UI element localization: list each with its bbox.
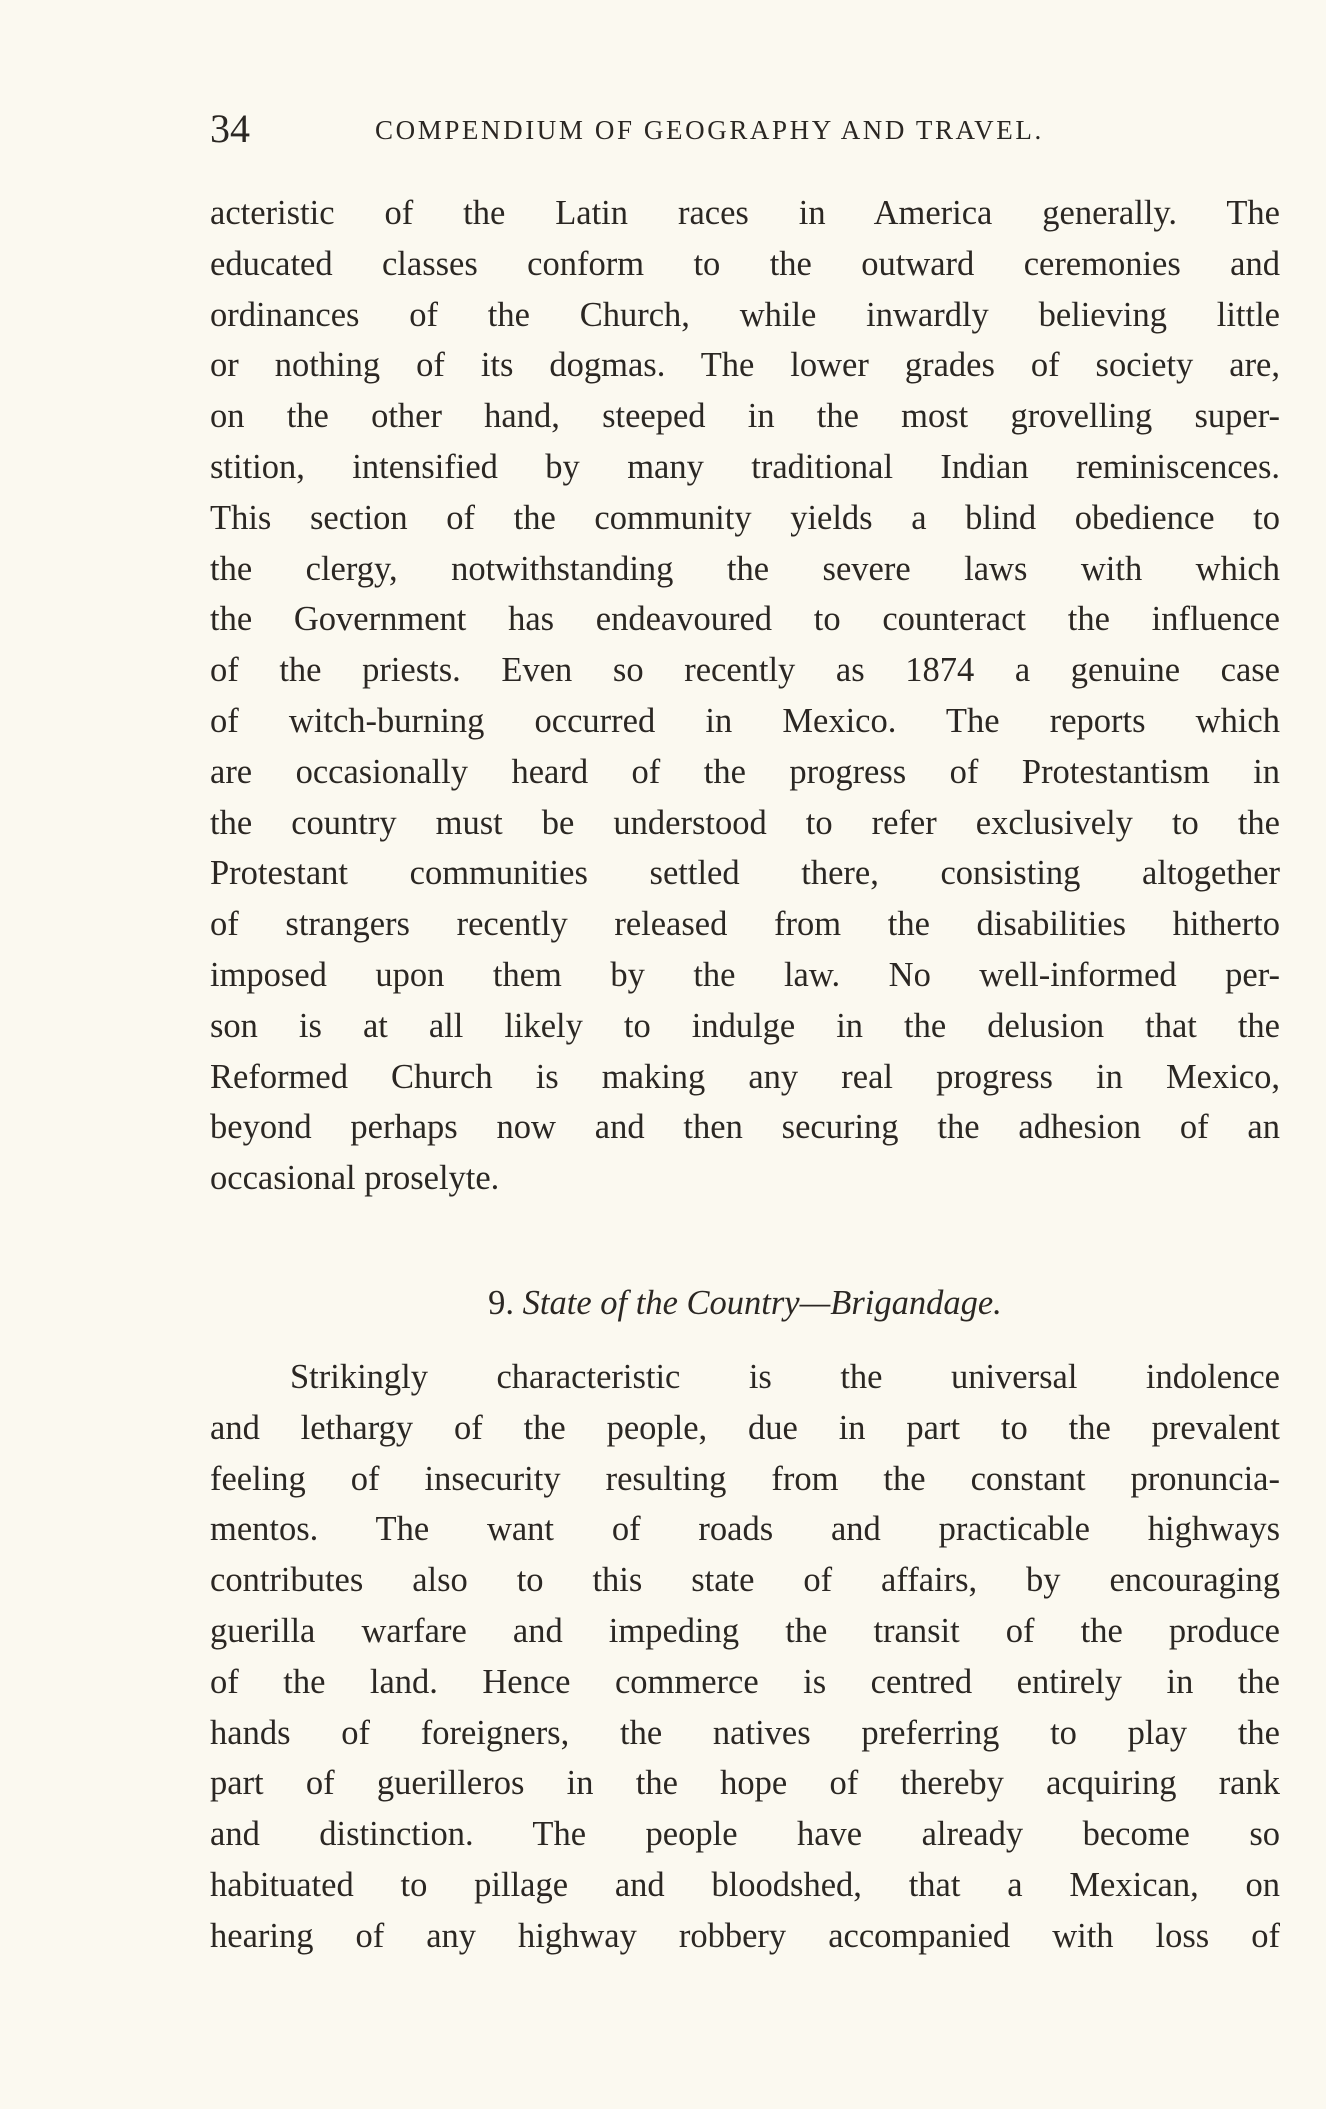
running-title: COMPENDIUM OF GEOGRAPHY AND TRAVEL. (375, 115, 1044, 145)
paragraph-1 (210, 188, 1280, 1204)
text-line: the Government has endeavoured to counteract the influence (210, 600, 1280, 639)
text-line: of the land. Hence commerce is centred entirely in the (210, 1662, 1280, 1701)
section-title: State of the Country—Brigandage. (522, 1284, 1002, 1322)
section-number: 9. (488, 1284, 515, 1322)
text-line: contributes also to this state of affairs, by encouraging (210, 1561, 1280, 1600)
text-line: or nothing of its dogmas. The lower grades of society are, (210, 346, 1280, 385)
text-line: habituated to pillage and bloodshed, that a Mexican, on (210, 1865, 1280, 1904)
text-line: and distinction. The people have already become so (210, 1815, 1280, 1854)
text-line: Reformed Church is making any real progress in Mexico, (210, 1057, 1280, 1096)
text-line: hands of foreigners, the natives preferring to play the (210, 1713, 1280, 1752)
text-line: feeling of insecurity resulting from the constant pronuncia- (210, 1459, 1280, 1498)
text-line: Protestant communities settled there, consisting altogether (210, 854, 1280, 893)
text-line: This section of the community yields a blind obedience to (210, 498, 1280, 537)
text-line: acteristic of the Latin races in America generally. The (210, 194, 1280, 232)
paragraph-2 (210, 1352, 1280, 1962)
section-heading (210, 1278, 1280, 1328)
text-line: of strangers recently released from the disabilities hitherto (210, 905, 1280, 944)
text-line: on the other hand, steeped in the most grovelling super- (210, 397, 1280, 436)
text-line: the clergy, notwithstanding the severe laws with which (210, 549, 1280, 588)
text-line: son is at all likely to indulge in the delusion that the (210, 1006, 1280, 1045)
text-line: part of guerilleros in the hope of thereby acquiring rank (210, 1764, 1280, 1803)
text-line: and lethargy of the people, due in part to the prevalent (210, 1408, 1280, 1447)
page-header (210, 104, 1280, 154)
text-line: hearing of any highway robbery accompanied with loss of (210, 1916, 1280, 1955)
text-line: mentos. The want of roads and practicable highways (210, 1510, 1280, 1549)
text-line: Strikingly characteristic is the universal indolence (290, 1358, 1280, 1396)
text-line: are occasionally heard of the progress of Protestantism in (210, 752, 1280, 791)
text-line: occasional proselyte. (210, 1159, 500, 1198)
text-line: imposed upon them by the law. No well-informed per- (210, 955, 1280, 994)
text-line: educated classes conform to the outward ceremonies and (210, 244, 1280, 283)
page-number: 34 (210, 106, 250, 151)
text-line: of witch-burning occurred in Mexico. The reports which (210, 701, 1280, 740)
text-line: guerilla warfare and impeding the transit of the produce (210, 1611, 1280, 1650)
text-line: beyond perhaps now and then securing the adhesion of an (210, 1108, 1280, 1147)
text-line: of the priests. Even so recently as 1874 a genuine case (210, 651, 1280, 690)
text-line: stition, intensified by many traditional Indian reminiscences. (210, 447, 1280, 486)
text-line: the country must be understood to refer exclusively to the (210, 803, 1280, 842)
text-line: ordinances of the Church, while inwardly believing little (210, 295, 1280, 334)
